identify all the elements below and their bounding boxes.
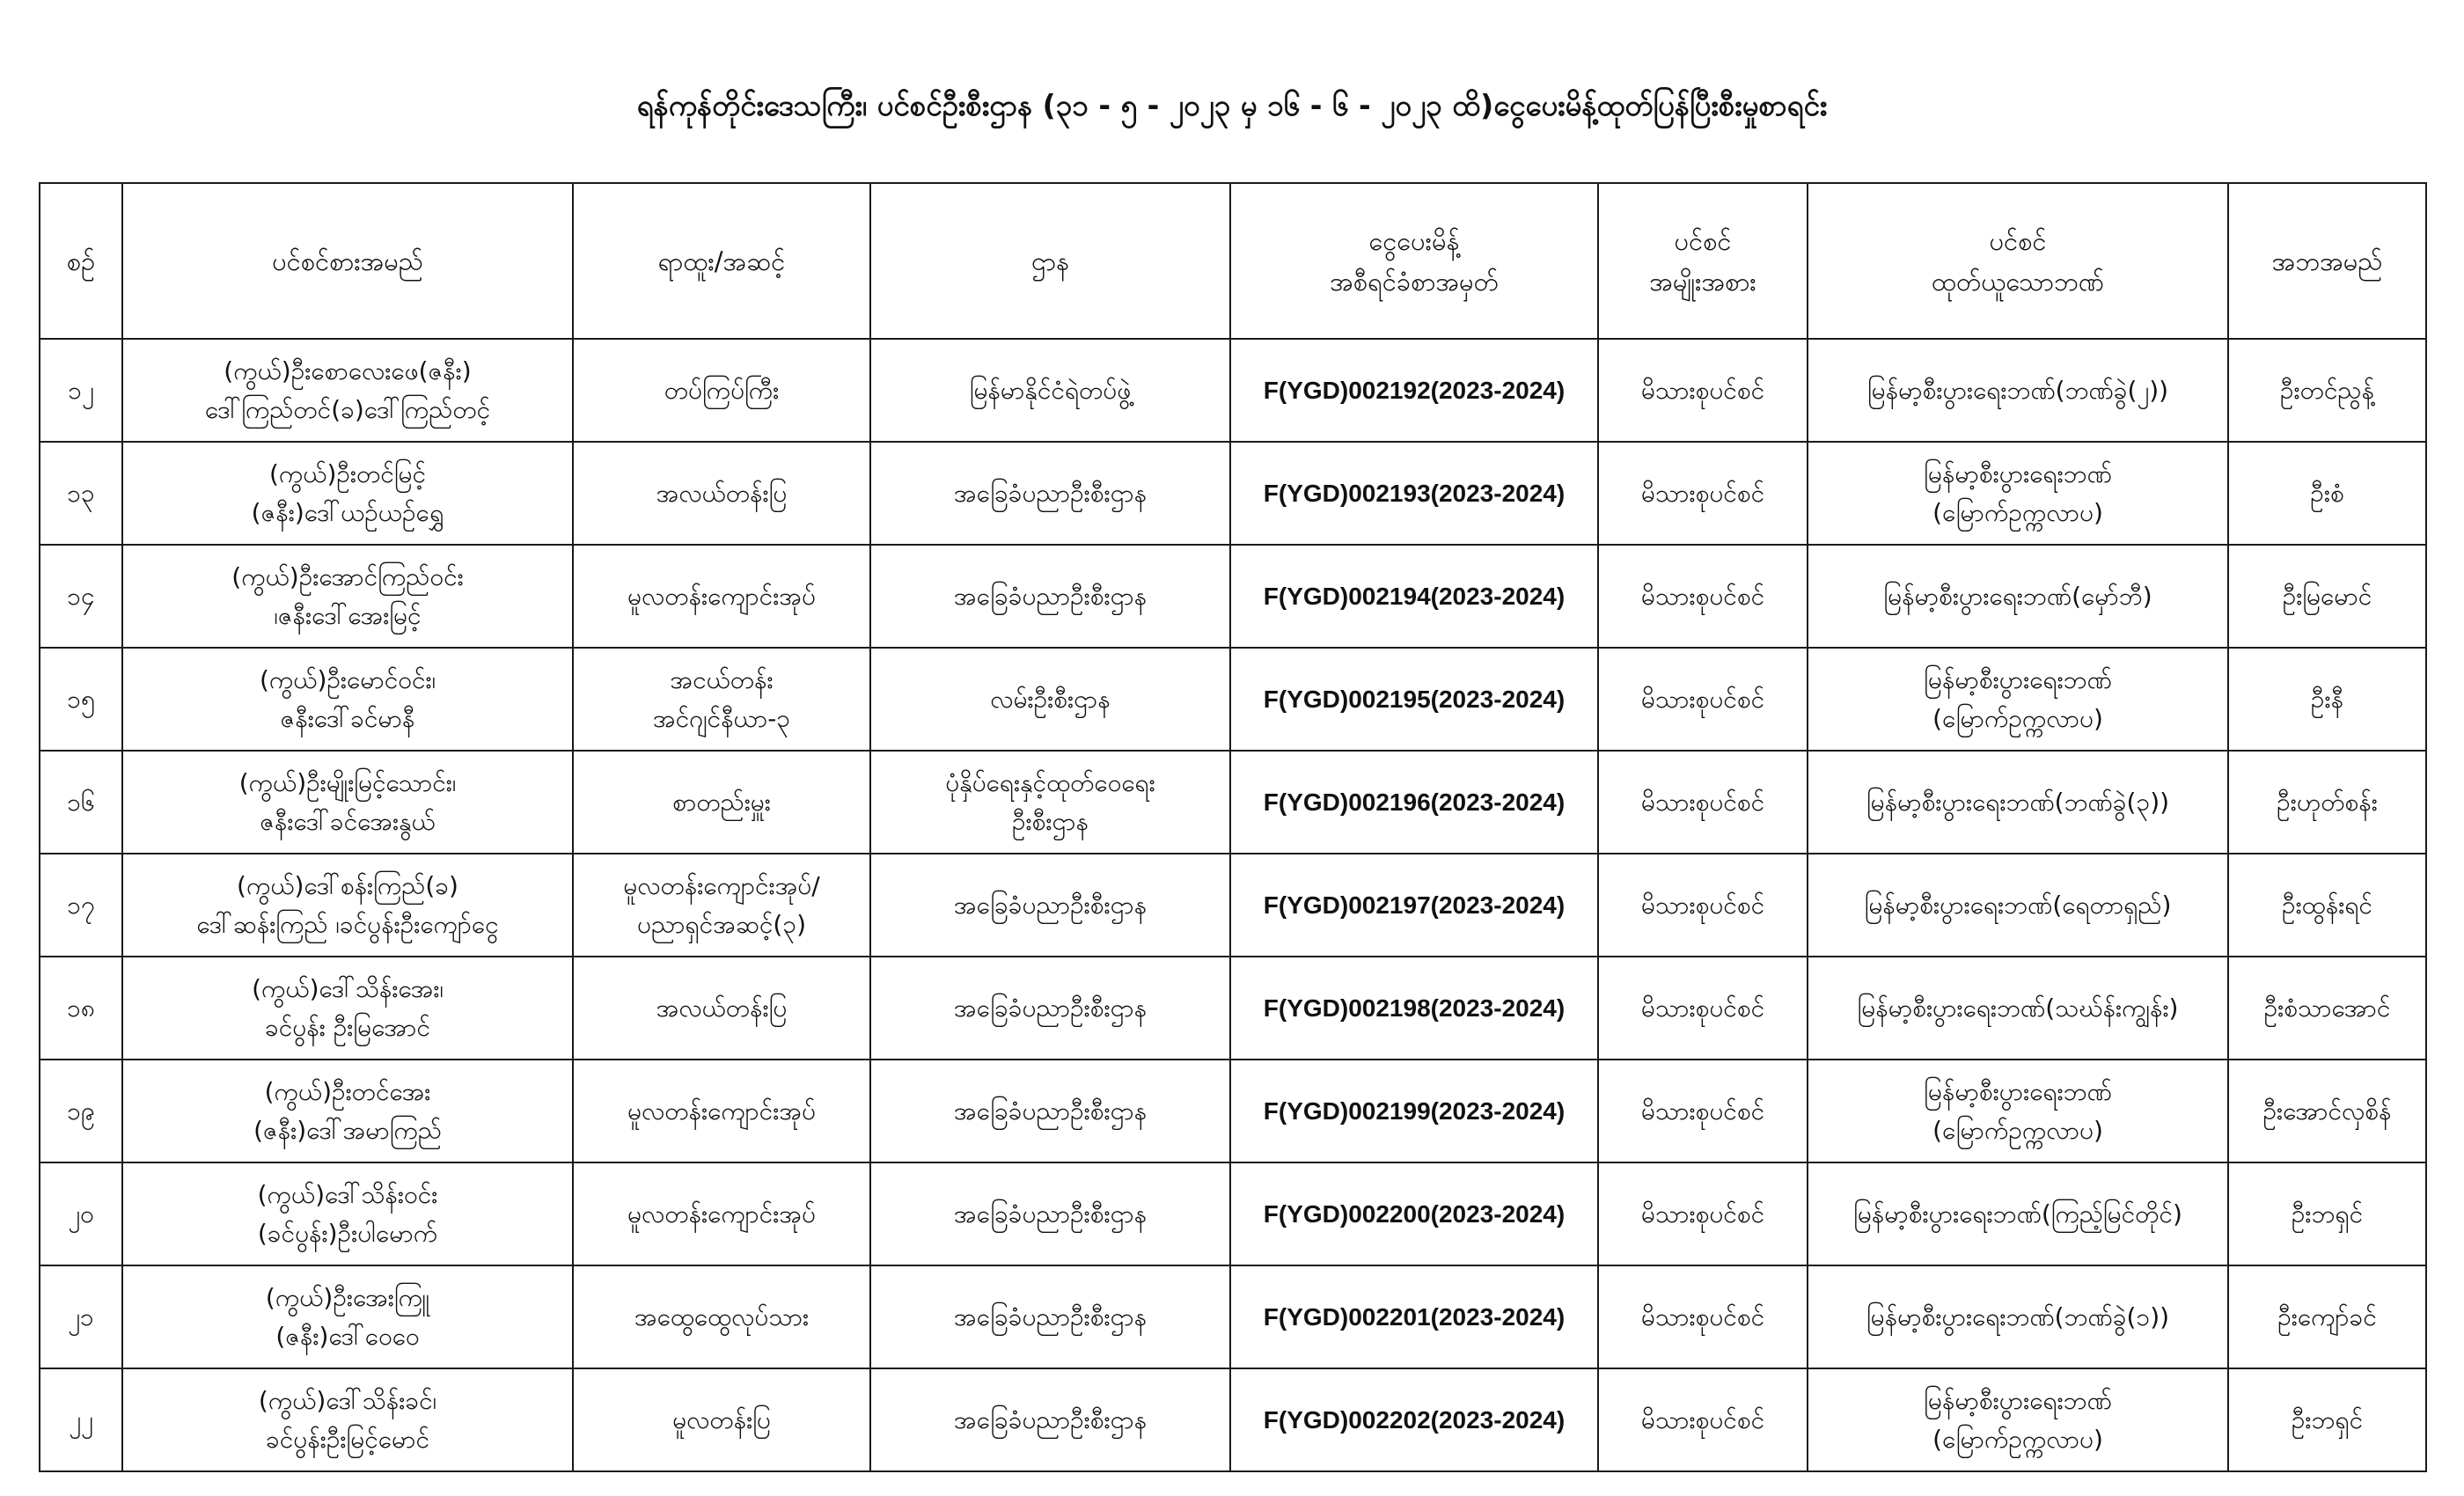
cell-payment-order-ref: [1230, 1368, 1598, 1471]
table-row: [40, 854, 2426, 957]
cell-payment-order-ref: [1230, 854, 1598, 957]
cell-rank-line: မူလတန်းကျောင်းအုပ်: [627, 1199, 816, 1228]
cell-bank: [1808, 648, 2228, 751]
cell-pensioner-name: [122, 339, 573, 442]
cell-rank-line: အလယ်တန်းပြ: [656, 478, 788, 508]
cell-father-name: [2228, 648, 2426, 751]
table-body: [40, 339, 2426, 1471]
cell-department: [870, 751, 1230, 854]
table-row: [40, 648, 2426, 751]
cell-department-line: အခြေခံပညာဦးစီးဌာန: [953, 890, 1148, 920]
cell-bank-line: မြန်မာ့စီးပွားရေးဘဏ်: [1924, 1076, 2112, 1106]
cell-no: [40, 545, 122, 648]
cell-department-line: အခြေခံပညာဦးစီးဌာန: [953, 1199, 1148, 1228]
cell-pensioner-name-line: (ကွယ်)ဦးအောင်ကြည်ဝင်း: [231, 561, 464, 591]
cell-pensioner-name: [122, 1265, 573, 1368]
cell-pension-type: [1598, 442, 1808, 545]
cell-father-name: [2228, 1265, 2426, 1368]
cell-rank: [573, 1368, 870, 1471]
cell-payment-order-ref-text: F(YGD)002201(2023-2024): [1263, 1302, 1566, 1331]
cell-father-name-line: ဦးကျော်ခင်: [2277, 1302, 2377, 1331]
cell-rank: [573, 854, 870, 957]
cell-pension-type-line: မိသားစုပင်စင်: [1640, 1096, 1765, 1126]
cell-pension-type: [1598, 1162, 1808, 1265]
cell-department-line: အခြေခံပညာဦးစီးဌာန: [953, 478, 1148, 508]
cell-department: [870, 1060, 1230, 1162]
table-row: [40, 1060, 2426, 1162]
cell-father-name: [2228, 545, 2426, 648]
cell-payment-order-ref-text: F(YGD)002202(2023-2024): [1263, 1405, 1566, 1434]
cell-department-line: ဦးစီးဌာန: [1011, 806, 1089, 836]
cell-pensioner-name-line: (ကွယ်)ဒေါ်သိန်းအေး၊: [252, 973, 444, 1003]
cell-payment-order-ref-text: F(YGD)002195(2023-2024): [1263, 685, 1566, 713]
cell-pension-type: [1598, 1265, 1808, 1368]
cell-rank-line: မူလတန်းကျောင်းအုပ်: [627, 1096, 816, 1126]
cell-no: [40, 957, 122, 1060]
cell-rank: [573, 648, 870, 751]
cell-pensioner-name: [122, 1368, 573, 1471]
cell-no-text: ၁၂: [68, 375, 94, 405]
cell-bank-line: (မြောက်ဥက္ကလာပ): [1932, 497, 2103, 527]
cell-payment-order-ref-text: F(YGD)002197(2023-2024): [1263, 891, 1566, 919]
cell-bank-line: မြန်မာ့စီးပွားရေးဘဏ်(သဃ်န်းကျွန်း): [1857, 993, 2179, 1023]
cell-department: [870, 957, 1230, 1060]
cell-father-name: [2228, 1162, 2426, 1265]
cell-pensioner-name-line: (ကွယ်)ဦးတင်မြင့်: [268, 458, 427, 488]
cell-bank-line: မြန်မာ့စီးပွားရေးဘဏ်(ဘဏ်ခွဲ(၁)): [1866, 1302, 2170, 1331]
cell-payment-order-ref-text: F(YGD)002192(2023-2024): [1263, 376, 1566, 404]
cell-no-text: ၁၆: [67, 787, 95, 817]
pension-table: [39, 182, 2427, 1472]
cell-bank: [1808, 545, 2228, 648]
header-text: စဉ်: [66, 246, 96, 276]
cell-rank: [573, 339, 870, 442]
cell-father-name: [2228, 1060, 2426, 1162]
cell-no-text: ၁၉: [67, 1096, 95, 1126]
cell-rank: [573, 545, 870, 648]
col-header-rank: [573, 183, 870, 339]
pension-table-container: [39, 182, 2425, 1472]
cell-bank: [1808, 1265, 2228, 1368]
cell-pensioner-name: [122, 442, 573, 545]
cell-father-name-line: ဦးဟုတ်စန်း: [2277, 787, 2378, 817]
cell-payment-order-ref: [1230, 339, 1598, 442]
col-header-pensioner-name: [122, 183, 573, 339]
page-title: ရန်ကုန်တိုင်းဒေသကြီး၊ ပင်စင်ဦးစီးဌာန (၃၁ - ၅ - ၂၀၂၃ မှ ၁၆ - ၆ - ၂၀၂၃ ထိ)ငွေပေးမိန့်ထုတ်ပြန်ပြီးစီးမှုစာရင်း: [636, 88, 1828, 122]
cell-pensioner-name: [122, 751, 573, 854]
cell-rank-line: မူလတန်းပြ: [672, 1404, 771, 1434]
cell-pensioner-name-line: ဇနီးဒေါ်ခင်အေးနွယ်: [260, 806, 436, 836]
cell-father-name: [2228, 854, 2426, 957]
cell-pensioner-name-line: ခင်ပွန်း ဦးမြအောင်: [265, 1012, 430, 1042]
cell-no: [40, 648, 122, 751]
cell-no: [40, 1368, 122, 1471]
cell-father-name-line: ဦးဘရှင်: [2291, 1199, 2364, 1228]
cell-pensioner-name-line: (ကွယ်)ဦးမောင်ဝင်း၊: [259, 664, 436, 694]
cell-bank-line: မြန်မာ့စီးပွားရေးဘဏ်(ကြည့်မြင်တိုင်): [1853, 1199, 2182, 1228]
cell-no: [40, 751, 122, 854]
col-header-pension-type: [1598, 183, 1808, 339]
cell-department-line: အခြေခံပညာဦးစီးဌာန: [953, 993, 1148, 1023]
cell-department: [870, 442, 1230, 545]
cell-rank-line: မူလတန်းကျောင်းအုပ်: [627, 581, 816, 611]
table-row: [40, 1162, 2426, 1265]
cell-no-text: ၁၅: [67, 684, 95, 714]
cell-payment-order-ref-text: F(YGD)002196(2023-2024): [1263, 788, 1566, 816]
cell-payment-order-ref: [1230, 1060, 1598, 1162]
cell-department-line: အခြေခံပညာဦးစီးဌာန: [953, 1404, 1148, 1434]
table-row: [40, 751, 2426, 854]
cell-pensioner-name: [122, 648, 573, 751]
cell-no: [40, 854, 122, 957]
cell-rank: [573, 957, 870, 1060]
cell-payment-order-ref: [1230, 751, 1598, 854]
cell-rank-line: ပညာရှင်အဆင့်(၃): [636, 909, 807, 939]
cell-bank: [1808, 957, 2228, 1060]
cell-payment-order-ref: [1230, 442, 1598, 545]
cell-bank: [1808, 1368, 2228, 1471]
cell-rank-line: မူလတန်းကျောင်းအုပ်/: [623, 870, 820, 900]
cell-rank: [573, 1265, 870, 1368]
cell-pension-type-line: မိသားစုပင်စင်: [1640, 993, 1765, 1023]
col-header-bank: [1808, 183, 2228, 339]
cell-pensioner-name-line: ဒေါ်ဆန်းကြည် ၊ခင်ပွန်းဦးကျော်ငွေ: [196, 909, 499, 939]
cell-payment-order-ref-text: F(YGD)002199(2023-2024): [1263, 1096, 1566, 1125]
cell-department: [870, 1368, 1230, 1471]
cell-bank: [1808, 1060, 2228, 1162]
cell-payment-order-ref: [1230, 648, 1598, 751]
cell-payment-order-ref: [1230, 1265, 1598, 1368]
header-text: ထုတ်ယူသောဘဏ်: [1931, 266, 2105, 297]
cell-bank-line: မြန်မာ့စီးပွားရေးဘဏ်(ဘဏ်ခွဲ(၂)): [1866, 375, 2169, 405]
cell-pensioner-name-line: (ကွယ်)ဒေါ်စန်းကြည်(ခ): [237, 870, 458, 900]
cell-bank-line: မြန်မာ့စီးပွားရေးဘဏ်: [1924, 458, 2112, 488]
cell-bank-line: မြန်မာ့စီးပွားရေးဘဏ်(ရေတာရှည်): [1864, 890, 2172, 920]
cell-no: [40, 339, 122, 442]
cell-pensioner-name-line: (ကွယ်)ဦးအေးကြူ: [265, 1282, 430, 1312]
cell-father-name: [2228, 339, 2426, 442]
cell-father-name-line: ဦးထွန်းရင်: [2282, 890, 2372, 920]
header-text: အဘအမည်: [2271, 246, 2383, 276]
cell-no-text: ၂၀: [68, 1199, 94, 1228]
cell-pension-type: [1598, 751, 1808, 854]
cell-pension-type-line: မိသားစုပင်စင်: [1640, 684, 1765, 714]
cell-department: [870, 854, 1230, 957]
cell-pensioner-name-line: ၊ဇနီးဒေါ်အေးမြင့်: [274, 600, 422, 630]
cell-no: [40, 1162, 122, 1265]
cell-father-name-line: ဦးနီ: [2310, 684, 2344, 714]
cell-department-line: ပုံနှိပ်ရေးနှင့်ထုတ်ဝေရေး: [945, 767, 1155, 797]
cell-pension-type-line: မိသားစုပင်စင်: [1640, 1302, 1765, 1331]
header-text: အစီရင်ခံစာအမှတ်: [1330, 266, 1499, 297]
cell-pension-type: [1598, 339, 1808, 442]
cell-payment-order-ref: [1230, 957, 1598, 1060]
cell-pensioner-name-line: (ခင်ပွန်း)ဦးပါမောက်: [257, 1218, 438, 1248]
cell-pensioner-name: [122, 545, 573, 648]
cell-pensioner-name: [122, 1162, 573, 1265]
cell-pensioner-name-line: (ကွယ်)ဦးတင်အေး: [264, 1076, 431, 1106]
cell-father-name: [2228, 442, 2426, 545]
cell-rank-line: စာတည်းမှူး: [672, 787, 771, 817]
header-text: အမျိုးအစား: [1649, 266, 1756, 297]
cell-bank: [1808, 442, 2228, 545]
cell-bank: [1808, 1162, 2228, 1265]
cell-pension-type-line: မိသားစုပင်စင်: [1640, 1404, 1765, 1434]
cell-father-name-line: ဦးစံ: [2310, 478, 2344, 508]
cell-father-name-line: ဦးအောင်လှစိန်: [2262, 1096, 2392, 1126]
cell-payment-order-ref-text: F(YGD)002193(2023-2024): [1263, 479, 1566, 507]
cell-rank: [573, 442, 870, 545]
cell-rank-line: အလယ်တန်းပြ: [656, 993, 788, 1023]
cell-bank: [1808, 751, 2228, 854]
cell-department: [870, 545, 1230, 648]
cell-pension-type-line: မိသားစုပင်စင်: [1640, 581, 1765, 611]
col-header-no: [40, 183, 122, 339]
cell-father-name: [2228, 957, 2426, 1060]
cell-no-text: ၁၄: [67, 581, 95, 611]
col-header-father-name: [2228, 183, 2426, 339]
cell-pensioner-name-line: ခင်ပွန်းဦးမြင့်မောင်: [266, 1424, 429, 1454]
cell-rank: [573, 751, 870, 854]
cell-father-name-line: ဦးမြမောင်: [2282, 581, 2372, 611]
cell-department: [870, 1265, 1230, 1368]
cell-no: [40, 1265, 122, 1368]
cell-bank: [1808, 854, 2228, 957]
cell-department-line: အခြေခံပညာဦးစီးဌာန: [953, 1302, 1148, 1331]
cell-department-line: လမ်းဦးစီးဌာန: [990, 684, 1111, 714]
cell-rank-line: အင်ဂျင်နီယာ-၃: [652, 703, 791, 733]
cell-payment-order-ref: [1230, 545, 1598, 648]
cell-pension-type-line: မိသားစုပင်စင်: [1640, 787, 1765, 817]
cell-pensioner-name-line: (ကွယ်)ဒေါ်သိန်းခင်၊: [258, 1385, 437, 1415]
cell-pension-type: [1598, 648, 1808, 751]
cell-father-name-line: ဦးတင်ညွန့်: [2280, 375, 2374, 405]
table-row: [40, 339, 2426, 442]
cell-department: [870, 1162, 1230, 1265]
cell-bank-line: (မြောက်ဥက္ကလာပ): [1932, 1424, 2103, 1454]
cell-pensioner-name-line: ဒေါ်ကြည်တင်(ခ)ဒေါ်ကြည်တင့်: [204, 394, 491, 424]
cell-department-line: မြန်မာနိုင်ငံရဲတပ်ဖွဲ့: [969, 375, 1132, 405]
cell-father-name-line: ဦးစံသာအောင်: [2263, 993, 2391, 1023]
cell-pensioner-name: [122, 957, 573, 1060]
header-text: ရာထူး/အဆင့်: [657, 246, 786, 276]
cell-pension-type: [1598, 1060, 1808, 1162]
cell-pensioner-name-line: (ကွယ်)ဦးမျိုးမြင့်သောင်း၊: [238, 767, 457, 797]
col-header-payment-order-ref: [1230, 183, 1598, 339]
col-header-department: [870, 183, 1230, 339]
cell-bank-line: မြန်မာ့စီးပွားရေးဘဏ်: [1924, 1385, 2112, 1415]
cell-rank-line: တပ်ကြပ်ကြီး: [664, 375, 780, 405]
cell-pension-type-line: မိသားစုပင်စင်: [1640, 1199, 1765, 1228]
cell-pensioner-name-line: (ဇနီး)ဒေါ်ဝေဝေ: [275, 1321, 420, 1351]
cell-pension-type: [1598, 1368, 1808, 1471]
cell-pensioner-name: [122, 854, 573, 957]
cell-no-text: ၁၃: [67, 478, 95, 508]
cell-rank-line: အထွေထွေလုပ်သား: [634, 1302, 810, 1331]
cell-pension-type: [1598, 854, 1808, 957]
cell-department: [870, 648, 1230, 751]
table-row: [40, 545, 2426, 648]
table-row: [40, 1368, 2426, 1471]
cell-pensioner-name-line: (ဇနီး)ဒေါ်ယဉ်ယဉ်ရွှေ: [251, 497, 444, 527]
cell-no-text: ၂၂: [69, 1404, 93, 1434]
cell-no-text: ၂၁: [68, 1302, 94, 1331]
cell-pensioner-name-line: (ဇနီး)ဒေါ်အမာကြည်: [253, 1115, 442, 1145]
cell-department-line: အခြေခံပညာဦးစီးဌာန: [953, 581, 1148, 611]
header-text: ငွေပေးမိန့်: [1368, 225, 1460, 256]
header-text: ပင်စင်စားအမည်: [272, 246, 423, 276]
cell-pensioner-name: [122, 1060, 573, 1162]
cell-pension-type-line: မိသားစုပင်စင်: [1640, 890, 1765, 920]
cell-pension-type-line: မိသားစုပင်စင်: [1640, 375, 1765, 405]
cell-bank-line: မြန်မာ့စီးပွားရေးဘဏ်(ဘဏ်ခွဲ(၃)): [1866, 787, 2170, 817]
cell-bank: [1808, 339, 2228, 442]
cell-bank-line: (မြောက်ဥက္ကလာပ): [1932, 703, 2103, 733]
header-text: ဌာန: [1030, 246, 1070, 276]
cell-no: [40, 442, 122, 545]
cell-bank-line: မြန်မာ့စီးပွားရေးဘဏ်(မှော်ဘီ): [1883, 581, 2152, 611]
header-text: ပင်စင်: [1989, 225, 2047, 256]
cell-payment-order-ref-text: F(YGD)002200(2023-2024): [1263, 1199, 1566, 1228]
cell-payment-order-ref-text: F(YGD)002194(2023-2024): [1263, 582, 1566, 610]
cell-rank: [573, 1060, 870, 1162]
table-row: [40, 957, 2426, 1060]
cell-pensioner-name-line: ဇနီးဒေါ်ခင်မာနီ: [280, 703, 415, 733]
table-header-row: [40, 183, 2426, 339]
cell-no-text: ၁၈: [67, 993, 95, 1023]
cell-pensioner-name-line: (ကွယ်)ဦးစောလေးဖေ(ဇနီး): [224, 356, 472, 385]
cell-rank-line: အငယ်တန်း: [670, 664, 774, 694]
cell-father-name-line: ဦးဘရှင်: [2291, 1404, 2364, 1434]
cell-rank: [573, 1162, 870, 1265]
table-row: [40, 442, 2426, 545]
cell-no-text: ၁၇: [67, 890, 95, 920]
cell-bank-line: မြန်မာ့စီးပွားရေးဘဏ်: [1924, 664, 2112, 694]
cell-pension-type: [1598, 545, 1808, 648]
cell-father-name: [2228, 1368, 2426, 1471]
cell-pension-type-line: မိသားစုပင်စင်: [1640, 478, 1765, 508]
cell-pensioner-name-line: (ကွယ်)ဒေါ်သိန်းဝင်း: [257, 1179, 438, 1209]
cell-pension-type: [1598, 957, 1808, 1060]
table-row: [40, 1265, 2426, 1368]
cell-no: [40, 1060, 122, 1162]
cell-bank-line: (မြောက်ဥက္ကလာပ): [1932, 1115, 2103, 1145]
header-text: ပင်စင်: [1674, 225, 1732, 256]
cell-payment-order-ref-text: F(YGD)002198(2023-2024): [1263, 994, 1566, 1022]
cell-department: [870, 339, 1230, 442]
cell-father-name: [2228, 751, 2426, 854]
cell-payment-order-ref: [1230, 1162, 1598, 1265]
cell-department-line: အခြေခံပညာဦးစီးဌာန: [953, 1096, 1148, 1126]
